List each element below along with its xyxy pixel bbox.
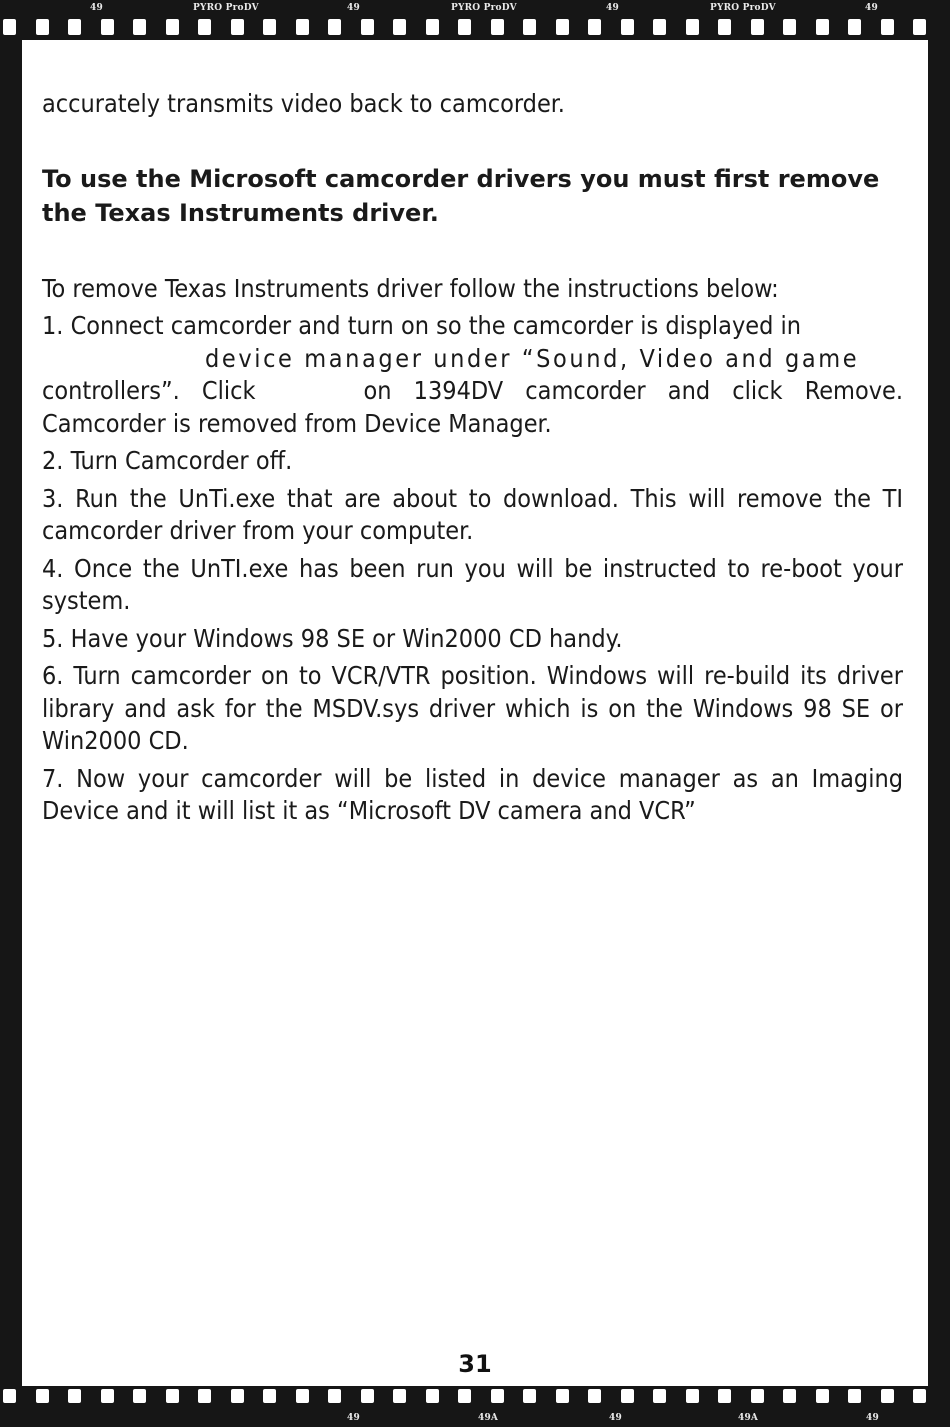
step-1-click: controllers”. Click	[42, 376, 256, 405]
step-6: 6. Turn camcorder on to VCR/VTR position. Windows will re-build its driver library and ask for the MSDV.sys driver which is on the Windows 98 SE or Win2000 CD.	[42, 661, 903, 755]
film-strip-left	[0, 0, 22, 1427]
edge-code-top: 49	[865, 3, 878, 13]
step-1-line-1: 1. Connect camcorder and turn on so the camcorder is displayed in	[42, 311, 802, 340]
page-body	[42, 88, 903, 833]
step-1	[42, 310, 903, 440]
edge-code-bottom: 49A	[478, 1413, 499, 1423]
edge-code-top: 49	[347, 3, 360, 13]
step-4: 4. Once the UnTI.exe has been run you will be instructed to re-boot your system.	[42, 553, 903, 615]
step-3: 3. Run the UnTi.exe that are about to download. This will remove the TI camcorder driver from your computer.	[42, 483, 903, 545]
edge-code-top: 49	[606, 3, 619, 13]
edge-code-bottom: 49A	[738, 1413, 759, 1423]
step-1-remove: on 1394DV camcorder and click Remove. Camcorder is removed from Device Manager.	[42, 376, 903, 438]
driver-notice: To use the Microsoft camcorder drivers you must first remove the Texas Instruments driver.	[42, 164, 880, 227]
instructions-lead: To remove Texas Instruments driver follow the instructions below:	[42, 273, 779, 303]
sprocket-holes-top	[0, 19, 950, 35]
film-strip-right	[928, 0, 950, 1427]
edge-code-bottom: 49	[609, 1413, 622, 1423]
edge-code-top: 49	[90, 3, 103, 13]
sprocket-holes-bottom	[0, 1389, 950, 1403]
edge-code-top: PYRO ProDV	[451, 3, 517, 13]
step-5: 5. Have your Windows 98 SE or Win2000 CD handy.	[42, 623, 623, 653]
page-number: 31	[458, 1350, 492, 1378]
edge-code-bottom: 49	[347, 1413, 360, 1423]
step-7: 7. Now your camcorder will be listed in device manager as an Imaging Device and it will list it as “Microsoft DV camera and VCR”	[42, 763, 903, 825]
edge-code-top: PYRO ProDV	[193, 3, 259, 13]
step-1-line-2: device manager under “Sound, Video and game	[205, 343, 860, 373]
step-2: 2. Turn Camcorder off.	[42, 446, 293, 475]
edge-code-top: PYRO ProDV	[710, 3, 776, 13]
edge-code-bottom: 49	[866, 1413, 879, 1423]
intro-paragraph: accurately transmits video back to camcorder.	[42, 89, 565, 118]
